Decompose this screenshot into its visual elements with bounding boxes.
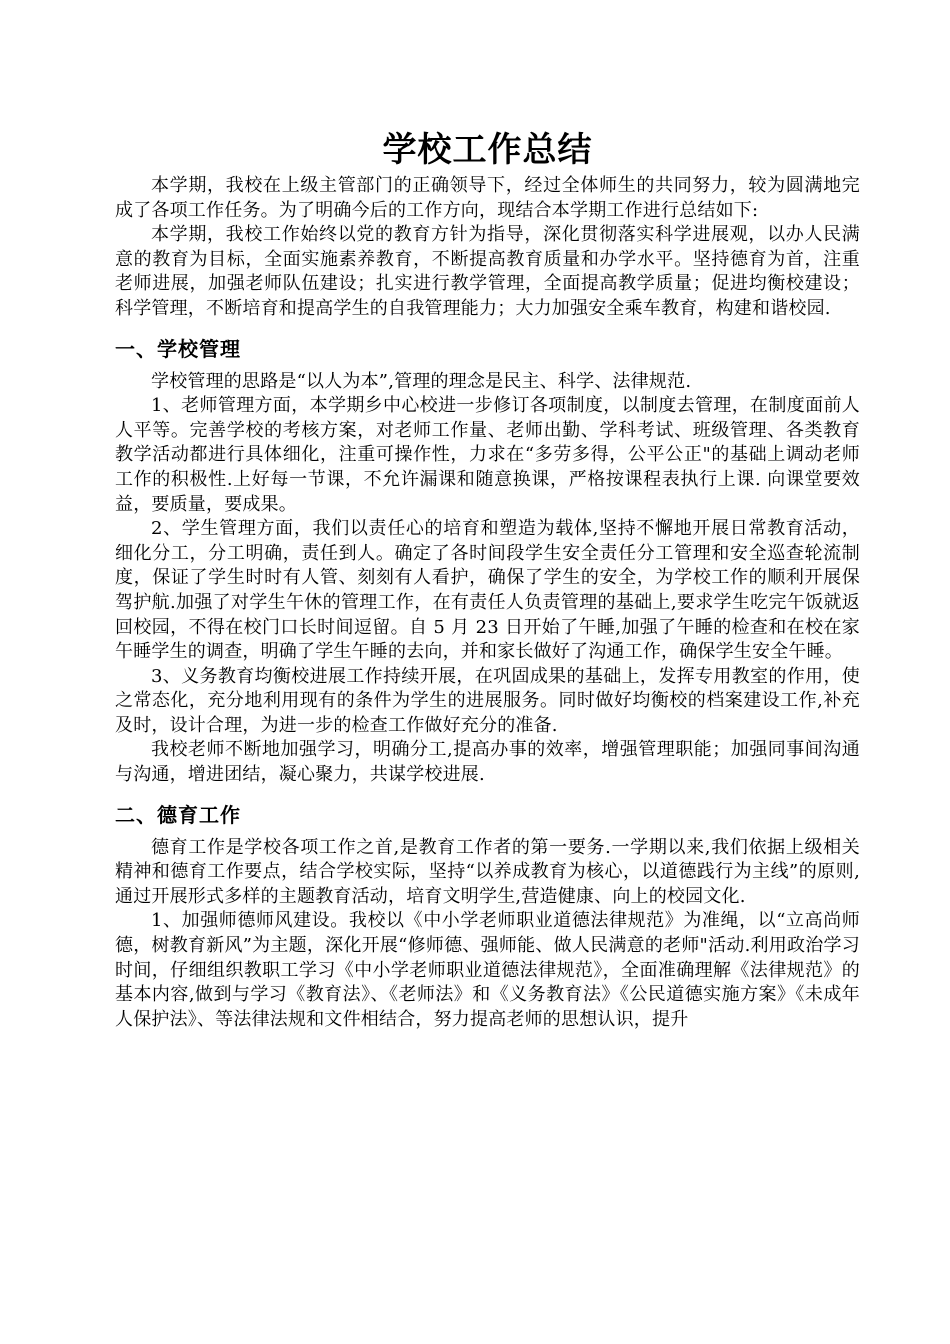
section2-paragraph-1: 德育工作是学校各项工作之首,是教育工作者的第一要务.一学期以来,我们依据上级相关精神和德育工作要点，结合学校实际，坚持“以养成教育为核心，以道德践行为主线”的原则,通过开展形式多样的主题教育活动，培育文明学生,营造健康、向上的校园文化. — [115, 836, 860, 907]
section-heading-moral-education: 二、德育工作 — [115, 802, 241, 827]
section1-paragraph-3: 2、学生管理方面，我们以责任心的培育和塑造为载体,坚持不懈地开展日常教育活动，细化分工，分工明确，责任到人。确定了各时间段学生安全责任分工管理和安全巡查轮流制度，保证了学生时时有人管、刻刻有人看护，确保了学生的安全，为学校工作的顺利开展保驾护航.加强了对学生午休的管理工作，在有责任人负责管理的基础上,要求学生吃完午饭就返回校园，不得在校门口长时间逗留。自 5 月 23 日开始了午睡,加强了午睡的检查和在校在家午睡学生的调查，明确了学生午睡的去向，并和家长做好了沟通工作，确保学生安全午睡。 — [115, 518, 860, 663]
section1-paragraph-2: 1、老师管理方面，本学期乡中心校进一步修订各项制度，以制度去管理，在制度面前人人平等。完善学校的考核方案，对老师工作量、老师出勤、学科考试、班级管理、各类教育教学活动都进行具体细化，注重可操作性，力求在“多劳多得，公平公正"的基础上调动老师工作的积极性.上好每一节课，不允许漏课和随意换课，严格按课程表执行上课. 向课堂要效益，要质量，要成果。 — [115, 395, 860, 515]
section2-paragraph-2: 1、加强师德师风建设。我校以《中小学老师职业道德法律规范》为准绳，以“立高尚师德，树教育新风”为主题，深化开展“修师德、强师能、做人民满意的老师"活动.利用政治学习时间，仔细组织教职工学习《中小学老师职业道德法律规范》，全面准确理解《法律规范》的基本内容,做到与学习《教育法》、《老师法》和《义务教育法》《公民道德实施方案》《未成年人保护法》、等法律法规和文件相结合，努力提高老师的思想认识，提升 — [115, 910, 860, 1030]
intro-paragraph-2: 本学期，我校工作始终以党的教育方针为指导，深化贯彻落实科学进展观，以办人民满意的教育为目标，全面实施素养教育，不断提高教育质量和办学水平。坚持德育为首，注重老师进展，加强老师队伍建设；扎实进行教学管理，全面提高教学质量；促进均衡校建设；科学管理，不断培育和提高学生的自我管理能力；大力加强安全乘车教育，构建和谐校园. — [115, 224, 860, 319]
section1-paragraph-1: 学校管理的思路是“以人为本”,管理的理念是民主、科学、法律规范. — [151, 370, 692, 392]
section1-paragraph-5: 我校老师不断地加强学习，明确分工,提高办事的效率，增强管理职能；加强同事间沟通与沟通，增进团结，凝心聚力，共谋学校进展. — [115, 739, 860, 786]
intro-paragraph-1: 本学期，我校在上级主管部门的正确领导下，经过全体师生的共同努力，较为圆满地完成了各项工作任务。为了明确今后的工作方向，现结合本学期工作进行总结如下: — [115, 175, 860, 221]
document-body — [115, 126, 860, 1032]
section-heading-school-management: 一、学校管理 — [115, 336, 241, 361]
document-title: 学校工作总结 — [382, 130, 593, 170]
section1-paragraph-4: 3、义务教育均衡校进展工作持续开展，在巩固成果的基础上，发挥专用教室的作用，使之常态化，充分地利用现有的条件为学生的进展服务。同时做好均衡校的档案建设工作,补充及时，设计合理，为进一步的检查工作做好充分的准备. — [115, 665, 860, 736]
